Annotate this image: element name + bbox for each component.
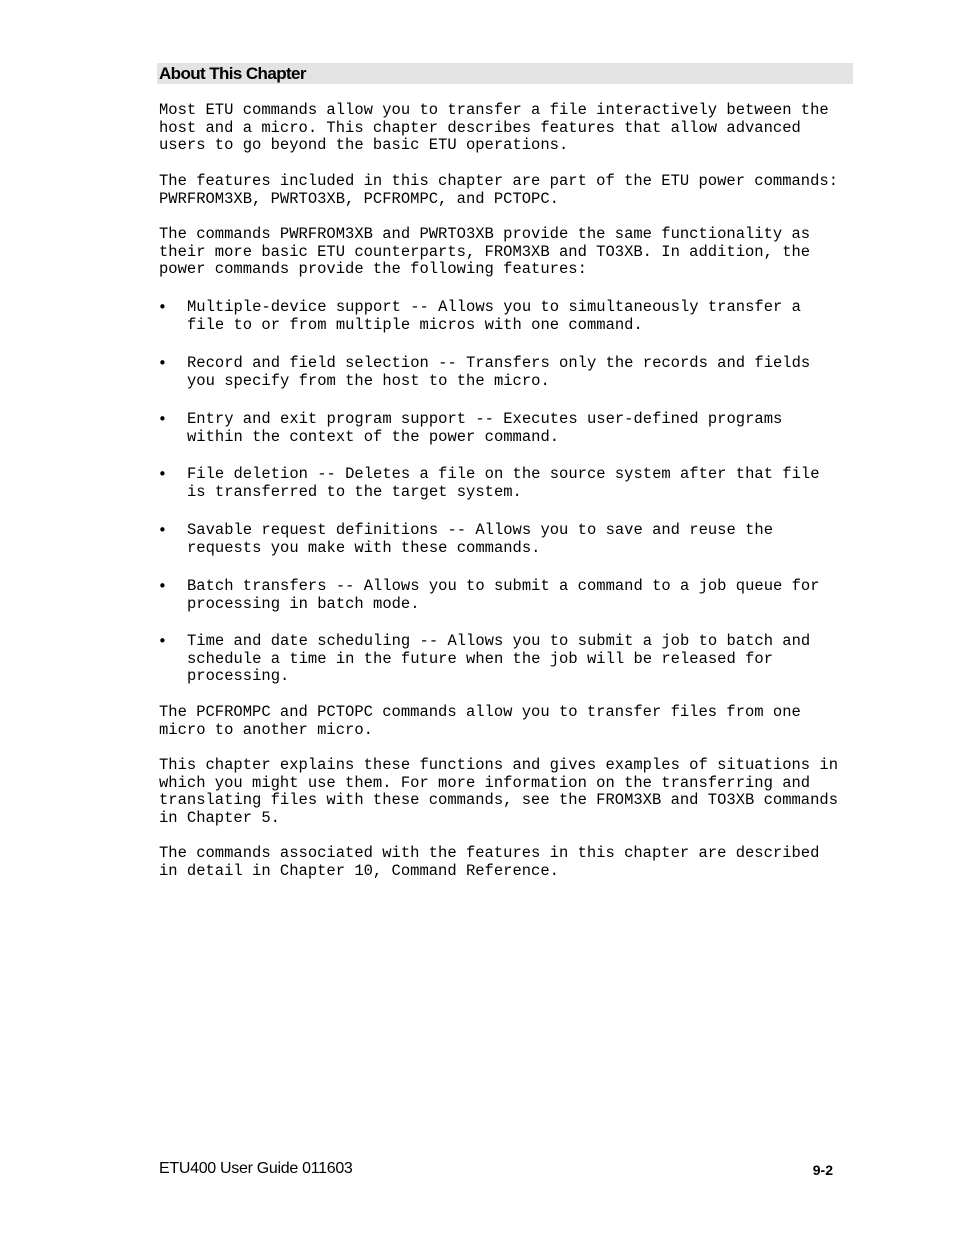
feature-text: Time and date scheduling -- Allows you to submit a job to batch and schedule a time in the future when the job will be released for processing. — [187, 632, 811, 686]
paragraph-functionality: The commands PWRFROM3XB and PWRTO3XB provide the same functionality as their more basic ETU counterparts, FROM3XB and TO3XB. In addition, the power commands provide the following features: — [159, 225, 811, 279]
paragraph-intro: Most ETU commands allow you to transfer a file interactively between the host and a micro. This chapter describes features that allow advanced users to go beyond the basic ETU operations. — [159, 101, 829, 155]
bullet-icon: • — [158, 521, 167, 539]
bullet-icon: • — [158, 577, 167, 595]
paragraph-power-commands: The features included in this chapter are part of the ETU power commands: PWRFROM3XB, PWRTO3XB, PCFROMPC, and PCTOPC. — [159, 172, 839, 208]
feature-text: Record and field selection -- Transfers only the records and fields you specify from the host to the micro. — [187, 354, 811, 390]
feature-text: Batch transfers -- Allows you to submit a command to a job queue for processing in batch mode. — [187, 577, 820, 613]
footer-doc-title: ETU400 User Guide 011603 — [159, 1160, 353, 1177]
section-heading-bar — [157, 63, 853, 84]
bullet-icon: • — [158, 298, 167, 316]
bullet-icon: • — [158, 465, 167, 483]
footer-page-number: 9-2 — [812, 1162, 833, 1178]
bullet-icon: • — [158, 354, 167, 372]
section-title: About This Chapter — [159, 64, 306, 83]
feature-text: Entry and exit program support -- Executes user-defined programs within the context of the power command. — [187, 410, 783, 446]
feature-text: File deletion -- Deletes a file on the source system after that file is transferred to the target system. — [187, 465, 820, 501]
bullet-icon: • — [158, 410, 167, 428]
feature-text: Multiple-device support -- Allows you to simultaneously transfer a file to or from multiple micros with one command. — [187, 298, 801, 334]
feature-text: Savable request definitions -- Allows you to save and reuse the requests you make with these commands. — [187, 521, 773, 557]
bullet-icon: • — [158, 632, 167, 650]
paragraph-command-reference: The commands associated with the features in this chapter are described in detail in Chapter 10, Command Reference. — [159, 844, 820, 880]
paragraph-chapter-explains: This chapter explains these functions and gives examples of situations in which you might use them. For more information on the transferring and translating files with these commands, see the FROM3XB and TO3XB commands in Chapter 5. — [159, 756, 839, 827]
paragraph-pc-commands: The PCFROMPC and PCTOPC commands allow you to transfer files from one micro to another micro. — [159, 703, 801, 739]
